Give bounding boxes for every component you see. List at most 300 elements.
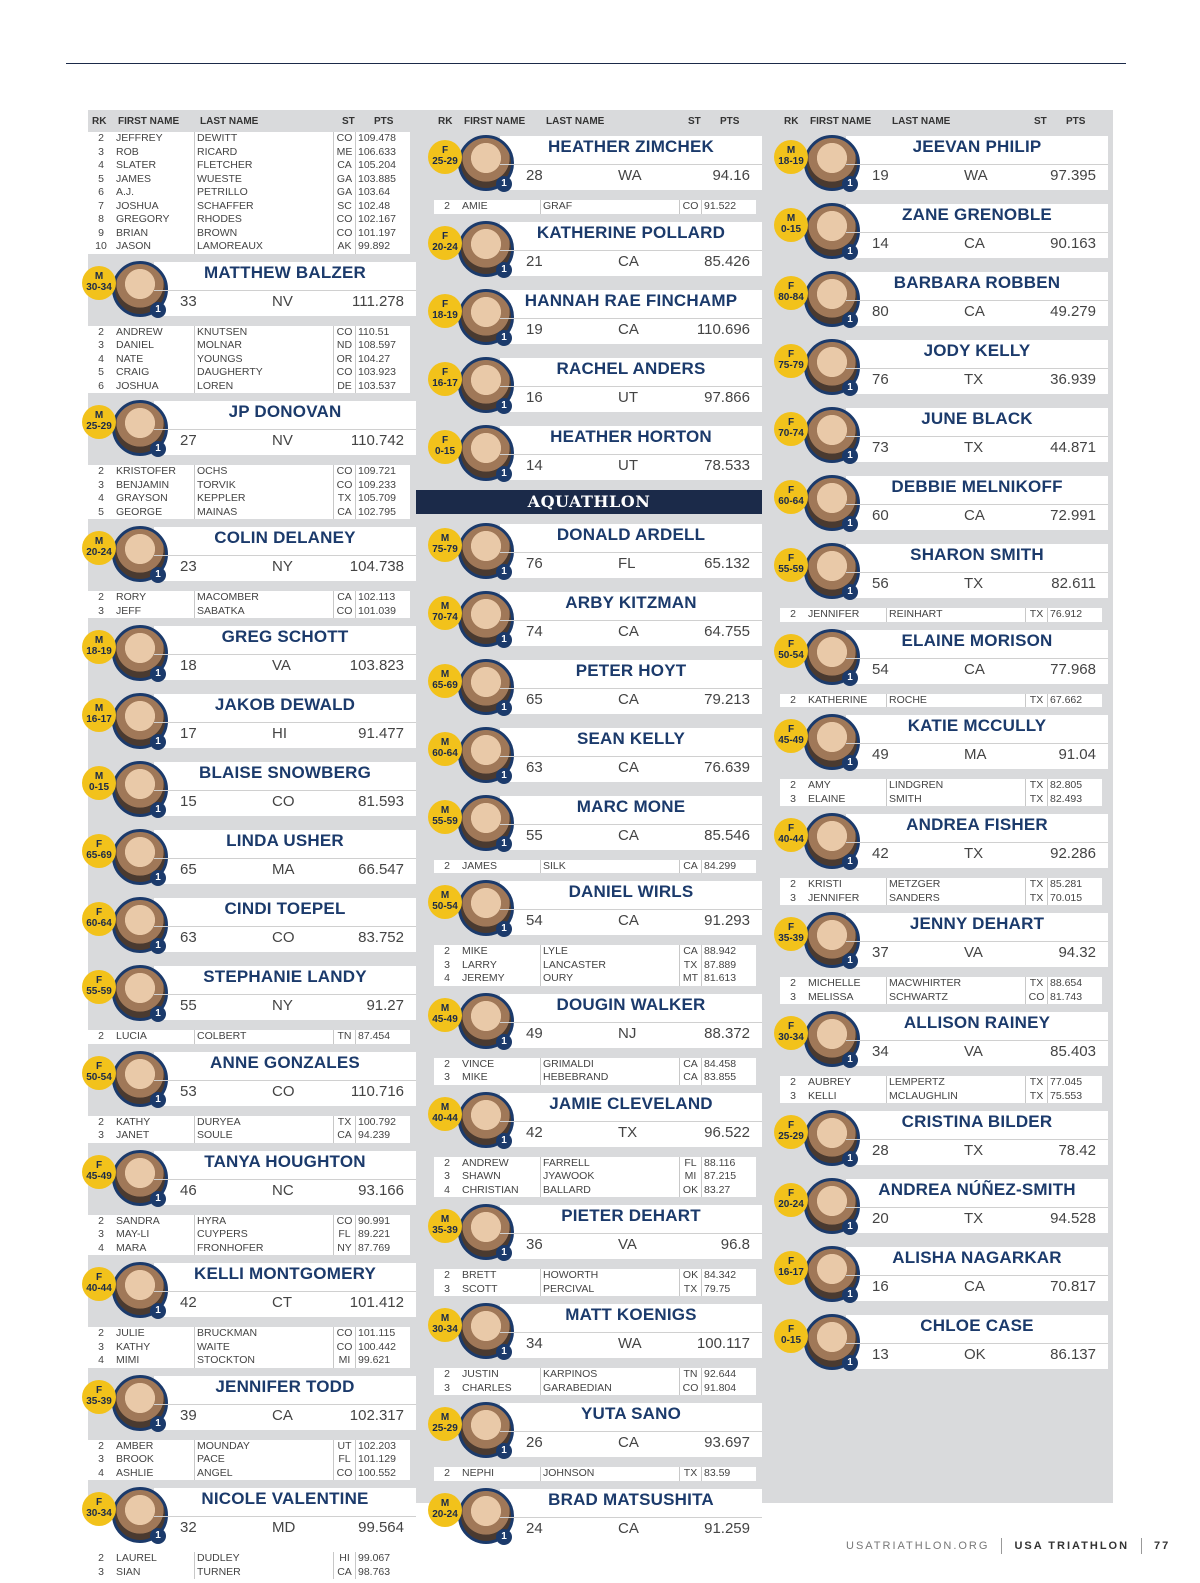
rank-cell: 3: [444, 1381, 450, 1394]
category-badge: F 45-49: [82, 1155, 116, 1189]
last-name-cell: OCHS: [194, 465, 334, 479]
winner-stats-row: [500, 1233, 762, 1255]
first-name-cell: LUCIA: [116, 1030, 147, 1042]
points-cell: 103.923: [358, 366, 396, 378]
runner-up-table: [88, 132, 410, 254]
state-cell: CO: [334, 605, 356, 619]
first-name-cell: BROOK: [116, 1453, 154, 1465]
winner-points: 100.117: [696, 1335, 750, 1352]
state-cell: ME: [334, 146, 356, 160]
category-winner-card: [774, 132, 1114, 194]
rank-cell: 4: [98, 492, 104, 504]
last-name-cell: SOULE: [194, 1129, 334, 1143]
winner-name: HANNAH RAE FINCHAMP: [524, 290, 738, 310]
winner-points: 36.939: [1050, 371, 1096, 388]
state-cell: CO: [334, 1215, 356, 1229]
rank-cell: 2: [98, 1327, 104, 1339]
runner-up-table: [434, 200, 756, 214]
winner-age: 34: [526, 1335, 543, 1352]
category-badge: M 40-44: [428, 1097, 462, 1131]
winner-state: FL: [618, 554, 636, 572]
first-name-cell: BRIAN: [116, 226, 149, 239]
last-name-cell: MOUNDAY: [194, 1440, 334, 1454]
winner-state: CA: [272, 1406, 293, 1424]
state-cell: FL: [334, 1453, 356, 1467]
category-winner-card: [428, 877, 768, 939]
runner-up-table: [88, 1327, 410, 1368]
rank-cell: 3: [790, 990, 796, 1003]
category-winner-card: [82, 622, 422, 684]
points-cell: 67.662: [1050, 693, 1083, 706]
header-last: LAST NAME: [200, 116, 259, 127]
header-first: FIRST NAME: [464, 116, 526, 127]
state-cell: TN: [334, 1030, 356, 1044]
points-cell: 99.067: [358, 1552, 391, 1564]
winner-state: WA: [618, 1335, 642, 1352]
footer-divider: [1001, 1538, 1002, 1554]
winner-name: KATIE MCCULLY: [907, 716, 1047, 735]
rank-cell: 2: [98, 465, 104, 477]
first-name-cell: KATHY: [116, 1340, 151, 1353]
state-cell: CA: [334, 1129, 356, 1143]
winner-state: TX: [964, 575, 984, 592]
rank-cell: 4: [98, 1466, 104, 1479]
last-name-cell: JYAWOOK: [540, 1170, 680, 1184]
rank-one-badge: 1: [150, 1006, 166, 1022]
rank-cell: 4: [98, 1354, 104, 1366]
points-cell: 109.721: [358, 465, 396, 477]
last-name-cell: STOCKTON: [194, 1354, 334, 1368]
results-column-1: [82, 110, 422, 1583]
points-cell: 75.553: [1050, 1089, 1083, 1102]
rank-one-badge: 1: [496, 176, 512, 192]
last-name-cell: GRAF: [540, 200, 680, 214]
winner-age: 27: [180, 432, 197, 449]
runner-up-table: [434, 945, 756, 986]
winner-name: ELAINE MORISON: [901, 630, 1053, 650]
winner-points: 97.866: [704, 388, 750, 406]
points-cell: 105.709: [358, 492, 396, 504]
category-winner-card: [774, 200, 1114, 262]
points-cell: 98.763: [358, 1565, 391, 1578]
winner-state: CA: [964, 235, 985, 252]
winner-stats-row: [500, 1332, 762, 1354]
last-name-cell: LYLE: [540, 945, 680, 959]
winner-stats-row: [846, 1139, 1108, 1161]
category-badge: F 18-19: [428, 294, 462, 328]
winner-state: VA: [964, 944, 983, 961]
runner-up-table: [434, 1058, 756, 1085]
winner-stats-row: [500, 909, 762, 931]
winner-stats-row: [846, 941, 1108, 963]
winner-stats-row: [500, 824, 762, 846]
last-name-cell: SABATKA: [194, 605, 334, 619]
first-name-cell: A.J.: [116, 186, 135, 198]
winner-name: ALLISON RAINEY: [903, 1013, 1051, 1032]
first-name-cell: MARA: [116, 1241, 147, 1254]
winner-age: 54: [872, 660, 889, 678]
rank-cell: 3: [98, 604, 104, 617]
runner-up-table: [434, 860, 756, 874]
last-name-cell: LOREN: [194, 380, 334, 394]
winner-stats-row: [154, 1516, 416, 1538]
first-name-cell: ELAINE: [808, 792, 846, 805]
first-name-cell: JOSHUA: [116, 199, 159, 212]
category-badge: F 80-84: [774, 276, 808, 310]
last-name-cell: LAMOREAUX: [194, 240, 334, 254]
rank-cell: 2: [98, 1552, 104, 1564]
winner-age: 39: [180, 1406, 197, 1424]
category-badge: M 50-54: [428, 885, 462, 919]
state-cell: ND: [334, 339, 356, 353]
winner-state: CA: [618, 252, 639, 270]
winner-state: TX: [964, 1210, 984, 1227]
category-winner-card: [774, 268, 1114, 330]
winner-age: 46: [180, 1181, 197, 1199]
rank-cell: 4: [98, 1241, 104, 1254]
first-name-cell: KRISTI: [808, 878, 842, 890]
winner-points: 83.752: [358, 929, 404, 946]
runner-up-table: [88, 1552, 410, 1579]
first-name-cell: CHRISTIAN: [462, 1183, 519, 1196]
points-cell: 94.239: [358, 1129, 391, 1141]
points-cell: 70.015: [1050, 891, 1083, 904]
winner-points: 88.372: [704, 1024, 750, 1042]
rank-cell: 3: [444, 1170, 450, 1182]
rank-cell: 2: [98, 1439, 104, 1452]
state-cell: CO: [334, 213, 356, 227]
winner-state: TX: [618, 1123, 638, 1141]
winner-age: 28: [872, 1142, 889, 1159]
rank-one-badge: 1: [842, 312, 858, 328]
rank-one-badge: 1: [150, 666, 166, 682]
points-cell: 103.64: [358, 186, 391, 198]
rank-one-badge: 1: [150, 870, 166, 886]
runner-up-table: [434, 1368, 756, 1395]
winner-name: JODY KELLY: [923, 341, 1031, 360]
winner-points: 91.259: [704, 1519, 750, 1537]
points-cell: 83.59: [704, 1467, 731, 1479]
header-pts: PTS: [720, 116, 740, 127]
state-cell: TX: [1026, 1090, 1048, 1104]
rank-one-badge: 1: [150, 302, 166, 318]
category-winner-card: [428, 990, 768, 1052]
category-winner-card: [82, 523, 422, 585]
winner-state: CT: [272, 1294, 292, 1311]
first-name-cell: BRETT: [462, 1269, 497, 1281]
category-winner-card: [428, 354, 768, 416]
category-badge: F 75-79: [774, 344, 808, 378]
category-badge: F 50-54: [82, 1056, 116, 1090]
winner-points: 110.742: [350, 432, 404, 449]
rank-cell: 2: [444, 1269, 450, 1281]
rank-one-badge: 1: [842, 670, 858, 686]
category-winner-card: [774, 810, 1114, 872]
category-winner-card: [774, 711, 1114, 773]
winner-stats-row: [846, 1343, 1108, 1365]
winner-points: 85.426: [704, 252, 750, 270]
category-winner-card: [428, 588, 768, 650]
winner-points: 94.528: [1050, 1210, 1096, 1227]
winner-state: CA: [618, 622, 639, 640]
points-cell: 109.478: [358, 132, 396, 144]
first-name-cell: VINCE: [462, 1057, 495, 1070]
state-cell: CA: [680, 860, 702, 874]
category-winner-card: [428, 1485, 768, 1547]
winner-name: MATTHEW BALZER: [203, 262, 367, 282]
state-cell: CA: [334, 506, 356, 520]
results-column-2: [428, 110, 768, 1553]
last-name-cell: OURY: [540, 972, 680, 986]
top-rule: [66, 63, 1126, 64]
winner-state: UT: [618, 388, 638, 406]
category-winner-card: [82, 894, 422, 956]
category-badge: F 55-59: [82, 970, 116, 1004]
first-name-cell: ASHLIE: [116, 1466, 154, 1479]
winner-state: NJ: [618, 1024, 637, 1042]
header-st: ST: [1034, 116, 1047, 127]
winner-state: TX: [964, 845, 984, 862]
winner-age: 56: [872, 575, 889, 592]
points-cell: 88.942: [704, 945, 737, 957]
points-cell: 101.129: [358, 1453, 396, 1465]
winner-state: HI: [272, 725, 287, 742]
winner-stats-row: [154, 858, 416, 880]
first-name-cell: KRISTOFER: [116, 465, 176, 477]
state-cell: FL: [680, 1157, 702, 1171]
runner-up-table: [780, 608, 1102, 622]
winner-state: CA: [964, 660, 985, 678]
winner-stats-row: [154, 555, 416, 577]
rank-cell: 2: [98, 1030, 104, 1042]
category-badge: M 18-19: [774, 140, 808, 174]
winner-points: 78.42: [1058, 1142, 1096, 1159]
first-name-cell: LAUREL: [116, 1552, 157, 1564]
rank-cell: 6: [98, 379, 104, 392]
page-number: 77: [1154, 1540, 1171, 1552]
state-cell: OK: [680, 1269, 702, 1283]
winner-stats-row: [500, 1431, 762, 1453]
category-badge: F 65-69: [82, 834, 116, 868]
state-cell: TX: [334, 492, 356, 506]
first-name-cell: JULIE: [116, 1327, 145, 1339]
winner-name: JAKOB DEWALD: [214, 695, 356, 714]
points-cell: 106.633: [358, 145, 396, 158]
state-cell: UT: [334, 1440, 356, 1454]
winner-name: ALISHA NAGARKAR: [892, 1248, 1062, 1267]
winner-state: TX: [964, 371, 984, 388]
winner-points: 44.871: [1050, 439, 1096, 456]
winner-points: 82.611: [1051, 575, 1096, 592]
winner-age: 49: [872, 746, 889, 763]
last-name-cell: MACWHIRTER: [886, 977, 1026, 991]
winner-name: KELLI MONTGOMERY: [193, 1264, 376, 1283]
category-badge: F 55-59: [774, 548, 808, 582]
points-cell: 109.233: [358, 478, 396, 491]
first-name-cell: ROB: [116, 145, 139, 158]
rank-one-badge: 1: [150, 938, 166, 954]
winner-name: COLIN DELANEY: [214, 528, 356, 547]
rank-cell: 2: [444, 1156, 450, 1169]
rank-cell: 5: [98, 505, 104, 518]
winner-stats-row: [500, 164, 762, 186]
rank-one-badge: 1: [150, 802, 166, 818]
runner-up-table: [88, 1440, 410, 1481]
winner-stats-row: [500, 454, 762, 476]
last-name-cell: MACOMBER: [194, 591, 334, 605]
rank-one-badge: 1: [496, 1529, 512, 1545]
first-name-cell: JASON: [116, 240, 152, 252]
state-cell: OR: [334, 353, 356, 367]
rank-one-badge: 1: [842, 1151, 858, 1167]
winner-points: 94.32: [1058, 944, 1096, 961]
points-cell: 87.889: [704, 958, 737, 971]
last-name-cell: FLETCHER: [194, 159, 334, 173]
last-name-cell: HEBEBRAND: [540, 1071, 680, 1085]
state-cell: CA: [334, 1566, 356, 1580]
points-cell: 87.454: [358, 1030, 391, 1042]
first-name-cell: NATE: [116, 352, 144, 365]
category-badge: M 20-24: [82, 531, 116, 565]
winner-age: 34: [872, 1043, 889, 1060]
last-name-cell: TORVIK: [194, 479, 334, 493]
state-cell: TX: [680, 1283, 702, 1297]
state-cell: TX: [1026, 892, 1048, 906]
winner-stats-row: [500, 250, 762, 272]
category-winner-card: [428, 724, 768, 786]
winner-points: 91.477: [358, 725, 404, 742]
category-badge: F 35-39: [82, 1380, 116, 1414]
category-badge: M 45-49: [428, 998, 462, 1032]
winner-name: CHLOE CASE: [920, 1316, 1034, 1335]
rank-one-badge: 1: [150, 1092, 166, 1108]
state-cell: MI: [680, 1170, 702, 1184]
rank-cell: 4: [444, 972, 450, 984]
points-cell: 91.804: [704, 1381, 737, 1394]
category-winner-card: [774, 1107, 1114, 1169]
winner-age: 17: [180, 725, 197, 742]
winner-age: 55: [526, 826, 543, 844]
rank-cell: 2: [98, 1115, 104, 1128]
last-name-cell: KARPINOS: [540, 1368, 680, 1382]
rank-one-badge: 1: [496, 700, 512, 716]
points-cell: 84.299: [704, 859, 737, 872]
rank-cell: 4: [98, 159, 104, 171]
winner-name: NICOLE VALENTINE: [201, 1489, 369, 1508]
points-cell: 108.597: [358, 339, 396, 351]
winner-stats-row: [846, 572, 1108, 594]
runner-up-table: [88, 591, 410, 618]
rank-one-badge: 1: [842, 244, 858, 260]
category-winner-card: [428, 1399, 768, 1461]
category-badge: M 65-69: [428, 664, 462, 698]
winner-name: PETER HOYT: [575, 660, 687, 680]
winner-points: 70.817: [1050, 1278, 1096, 1295]
points-cell: 90.991: [358, 1214, 391, 1227]
header-st: ST: [688, 116, 701, 127]
state-cell: CO: [334, 227, 356, 241]
rank-cell: 2: [790, 1076, 796, 1088]
last-name-cell: GARABEDIAN: [540, 1382, 680, 1396]
category-winner-card: [774, 1311, 1114, 1373]
points-cell: 87.215: [704, 1170, 737, 1182]
category-winner-card: [82, 397, 422, 459]
rank-cell: 6: [98, 186, 104, 198]
last-name-cell: YOUNGS: [194, 353, 334, 367]
state-cell: CO: [334, 1327, 356, 1341]
winner-stats-row: [154, 429, 416, 451]
winner-stats-row: [846, 232, 1108, 254]
state-cell: TN: [680, 1368, 702, 1382]
runner-up-table: [780, 977, 1102, 1004]
winner-stats-row: [846, 1040, 1108, 1062]
winner-state: OK: [964, 1346, 986, 1363]
winner-stats-row: [500, 1517, 762, 1539]
rank-cell: 2: [444, 859, 450, 872]
last-name-cell: COLBERT: [194, 1030, 334, 1044]
winner-age: 13: [872, 1346, 889, 1363]
winner-name: HEATHER ZIMCHEK: [547, 137, 715, 156]
state-cell: TX: [680, 1467, 702, 1481]
winner-points: 65.132: [704, 554, 750, 572]
points-cell: 102.167: [358, 213, 396, 225]
last-name-cell: GRIMALDI: [540, 1058, 680, 1072]
category-winner-card: [428, 286, 768, 348]
winner-stats-row: [846, 658, 1108, 680]
winner-points: 77.968: [1050, 660, 1096, 678]
winner-stats-row: [500, 688, 762, 710]
header-first: FIRST NAME: [810, 116, 872, 127]
state-cell: TX: [1026, 779, 1048, 793]
first-name-cell: MIKE: [462, 1071, 488, 1083]
state-cell: CO: [334, 132, 356, 146]
winner-points: 102.317: [349, 1406, 404, 1424]
last-name-cell: ROCHE: [886, 694, 1026, 708]
state-cell: CA: [680, 1058, 702, 1072]
category-winner-card: [82, 690, 422, 752]
points-cell: 100.552: [358, 1466, 396, 1479]
first-name-cell: CHARLES: [462, 1381, 512, 1394]
winner-age: 55: [180, 997, 197, 1014]
category-badge: F 20-24: [428, 226, 462, 260]
category-badge: F 0-15: [428, 430, 462, 464]
winner-state: NV: [272, 432, 293, 449]
category-winner-card: [774, 626, 1114, 688]
first-name-cell: GEORGE: [116, 505, 163, 518]
winner-stats-row: [154, 1080, 416, 1102]
first-name-cell: SLATER: [116, 159, 157, 171]
winner-state: CA: [618, 320, 639, 338]
winner-name: DONALD ARDELL: [556, 524, 706, 544]
state-cell: TX: [680, 959, 702, 973]
rank-one-badge: 1: [496, 1245, 512, 1261]
rank-cell: 2: [790, 608, 796, 620]
points-cell: 85.281: [1050, 878, 1083, 890]
winner-state: MA: [272, 861, 295, 878]
winner-age: 49: [526, 1024, 543, 1042]
category-winner-card: [82, 758, 422, 820]
state-cell: CA: [680, 945, 702, 959]
rank-cell: 3: [98, 478, 104, 491]
category-badge: F 40-44: [774, 818, 808, 852]
points-cell: 102.203: [358, 1439, 396, 1452]
winner-age: 37: [872, 944, 889, 961]
winner-state: NC: [272, 1181, 294, 1199]
winner-name: DEBBIE MELNIKOFF: [891, 477, 1063, 496]
category-winner-card: [428, 132, 768, 194]
winner-state: TX: [964, 439, 984, 456]
winner-state: NY: [272, 997, 293, 1014]
